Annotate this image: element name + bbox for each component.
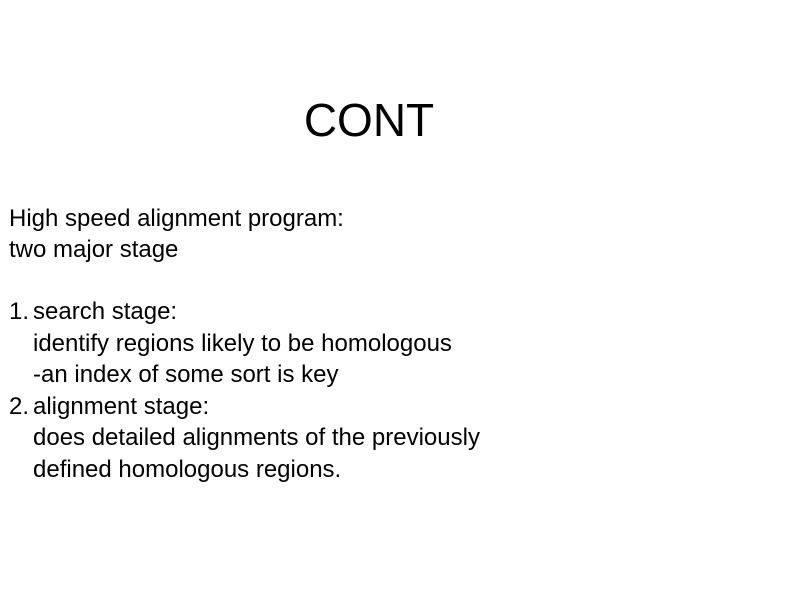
step-title: alignment stage: — [33, 392, 210, 420]
step-detail: -an index of some sort is key — [33, 361, 339, 388]
list-item — [9, 296, 480, 391]
step-number: 1. — [9, 298, 30, 325]
step-detail: does detailed alignments of the previously — [33, 424, 480, 451]
slide-title: CONT — [303, 94, 435, 146]
intro-text — [9, 203, 344, 265]
step-heading — [9, 296, 480, 328]
intro-line: High speed alignment program: — [9, 205, 344, 232]
list-item — [9, 391, 480, 486]
step-heading — [9, 391, 480, 423]
step-detail: identify regions likely to be homologous — [33, 329, 452, 357]
stage-list — [9, 296, 480, 485]
step-title: search stage: — [33, 298, 178, 325]
step-number: 2. — [9, 392, 30, 420]
intro-line: two major stage — [9, 236, 179, 263]
step-detail: defined homologous regions. — [33, 455, 342, 483]
